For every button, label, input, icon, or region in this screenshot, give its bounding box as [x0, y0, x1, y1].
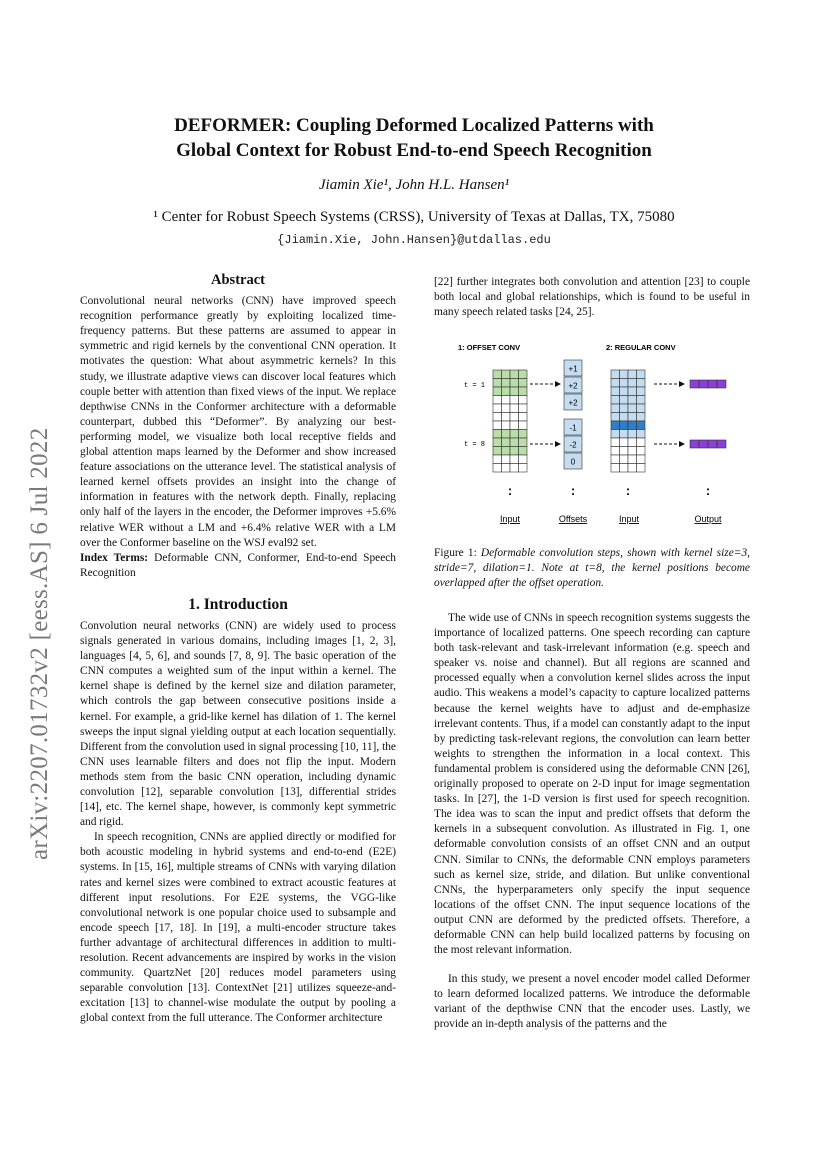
introduction-heading: 1. Introduction: [188, 595, 288, 613]
offset-value: +2: [568, 398, 578, 408]
input-cell: [493, 464, 502, 473]
input-cell: [519, 455, 528, 464]
input-cell: [493, 404, 502, 413]
left-column: [80, 273, 396, 1027]
input-cell: [502, 464, 511, 473]
deformed-input-cell: [611, 396, 620, 405]
input-grid: [493, 370, 527, 472]
deformed-input-cell: [628, 455, 637, 464]
input-cell: [510, 404, 519, 413]
deformed-input-cell: [611, 430, 620, 439]
caption-input: Input: [499, 514, 521, 524]
deformed-input-cell: [637, 455, 646, 464]
t8-label: t = 8: [464, 441, 486, 449]
intro-paragraph-2: In speech recognition, CNNs are applied directly or modified for both acoustic modeling in hybrid systems and end-to-end (E2E) systems. In [15, 16], multiple streams of CNNs with varying dilation rates and kernel sizes were combined to extract acoustic features at different input resolutions. For E2E systems, the VGG-like convolutional network is one popular choice used to subsample and encode speech [17, 18]. In [19], a multi-encoder structure takes further advantage of architectural differences in addition to multi-resolution. Recent advancements are inspired by works in the vision community. QuartzNet [20] reduces model parameters using separable convolution [13]. ContextNet [21] utilizes squeeze-and-excitation [13] to channel-wise modulate the output by pooling a global context from the full utterance. The Conformer architecture: [80, 831, 396, 1025]
deformed-input-cell: [628, 438, 637, 447]
title-line-1: DEFORMER: Coupling Deformed Localized Patterns with: [174, 115, 654, 136]
intro-paragraph-1: Convolution neural networks (CNN) are widely used to process signals generated in various domains, including images [1, 2, 3], languages [4, 5, 6], and sounds [7, 8, 9]. The basic operation of the CNN computes a weighted sum of the input within a kernel. The kernel shape is defined by the kernel size and dilation parameter, which controls the gap between consecutive positions inside a kernel. For example, a grid-like kernel has dilation of 1. The kernel sweeps the input signal yielding output at each location sequentially. Different from the convolution used in signal processing [10, 11], the CNN uses learnable filters and does not flip the input. Modern methods stem from the basic CNN operation, including dynamic convolution [12], separable convolution [13], differential strides [14], etc. The kernel shape, however, is commonly kept symmetric and rigid.: [80, 619, 396, 829]
intro-paragraph-3: The wide use of CNNs in speech recognition systems suggests the importance of localized patterns. One speech recording can capture both task-relevant and task-irrelevant information (e.g. speech and speaker vs. noise and channel). But all regions are scanned and processed equally when a convolution kernel slides across the input audio. This weakens a model’s capacity to capture localized patterns because the kernel weights have to adjust and de-emphasize irrelevant contents. Thus, if a model can constantly adapt to the input by predicting task-relevant regions, the convolution can learn better weights to strengthen the information in a local context. This fundamental problem is considered using the deformable CNN [26], originally proposed to operate on 2-D input for image segmentation tasks. In [27], the 1-D version is first used for speech recognition. The idea was to scan the input and predict offsets that deform the kernels in a subsequent convolution. As illustrated in Fig. 1, one deformable convolution consists of an offset CNN and an output CNN. Similar to CNNs, the deformable CNN employs parameters such as kernel size, stride, and dilation. But unlike conventional CNNs, the hyperparameters only specify the input sequence locations of the offset CNN. The input sequence locations of the output CNN are deformed by the predicted offsets. Therefore, a deformable CNN can help build localized patterns by focusing on the most relevant information.: [434, 612, 750, 957]
input-grid-deformed: [611, 370, 645, 472]
input-cell: [502, 413, 511, 422]
deformed-input-cell: [628, 370, 637, 379]
offset-conv-label: 1: OFFSET CONV: [458, 343, 521, 352]
caption-offsets: Offsets: [558, 514, 588, 524]
deformed-input-cell: [628, 464, 637, 473]
deformed-input-cell: [628, 421, 637, 430]
ellipsis-input: :: [507, 483, 513, 498]
deformed-input-cell: [637, 404, 646, 413]
t1-label: t = 1: [464, 382, 486, 390]
input-cell: [502, 421, 511, 430]
arxiv-watermark: arXiv:2207.01732v2 [eess.AS] 6 Jul 2022: [26, 427, 53, 860]
figure-1: [434, 335, 750, 535]
input-cell: [510, 430, 519, 439]
offset-value: -2: [569, 440, 577, 450]
input-cell: [493, 413, 502, 422]
deformed-input-cell: [637, 438, 646, 447]
deformed-input-cell: [611, 379, 620, 388]
input-cell: [502, 455, 511, 464]
ellipsis-output: :: [705, 483, 711, 498]
deformed-input-cell: [611, 421, 620, 430]
input-cell: [493, 387, 502, 396]
deformed-input-cell: [620, 464, 629, 473]
output-cell: [717, 440, 726, 448]
title-line-2: Global Context for Robust End-to-end Speech Recognition: [176, 140, 652, 161]
deformed-input-cell: [628, 387, 637, 396]
output-cell: [708, 440, 717, 448]
regular-conv-label: 2: REGULAR CONV: [606, 343, 676, 352]
index-terms: [80, 551, 396, 581]
offset-value: -1: [569, 423, 577, 433]
deformed-input-cell: [620, 421, 629, 430]
figure-label: Figure 1:: [434, 547, 477, 559]
input-cell: [510, 379, 519, 388]
paper-title: [80, 113, 748, 163]
deformed-input-cell: [637, 413, 646, 422]
deformed-input-cell: [611, 447, 620, 456]
deformed-input-cell: [611, 370, 620, 379]
caption-input-2: Input: [618, 514, 640, 524]
input-cell: [519, 396, 528, 405]
input-cell: [502, 447, 511, 456]
input-cell: [510, 421, 519, 430]
deformed-input-cell: [620, 430, 629, 439]
deformed-input-cell: [628, 404, 637, 413]
input-cell: [502, 370, 511, 379]
input-cell: [519, 421, 528, 430]
ellipsis-input-2: :: [625, 483, 631, 498]
input-cell: [502, 387, 511, 396]
index-terms-text: Deformable CNN, Conformer, End-to-end Speech Recognition: [80, 551, 396, 579]
intro-paragraph-4: In this study, we present a novel encoder model called Deformer to learn deformed localized patterns. We introduce the deformable variant of the depthwise CNN that the encoder uses. Lastly, we provide an in-depth analysis of the patterns and the: [434, 973, 750, 1031]
deformed-input-cell: [611, 438, 620, 447]
deformed-input-cell: [637, 430, 646, 439]
input-cell: [493, 396, 502, 405]
input-cell: [519, 447, 528, 456]
deformed-input-cell: [611, 404, 620, 413]
deformed-input-cell: [637, 396, 646, 405]
deformed-input-cell: [628, 379, 637, 388]
output-cell: [699, 380, 708, 388]
offset-value: +1: [568, 364, 578, 374]
index-terms-label: Index Terms:: [80, 551, 149, 564]
deformed-input-cell: [611, 413, 620, 422]
input-cell: [510, 447, 519, 456]
abstract-heading: Abstract: [211, 272, 265, 288]
input-cell: [519, 464, 528, 473]
deformed-input-cell: [628, 430, 637, 439]
deformed-input-cell: [637, 447, 646, 456]
input-cell: [502, 430, 511, 439]
input-cell: [510, 438, 519, 447]
input-cell: [510, 370, 519, 379]
deformed-input-cell: [611, 455, 620, 464]
input-cell: [493, 421, 502, 430]
deformed-input-cell: [611, 387, 620, 396]
input-cell: [519, 370, 528, 379]
deformed-input-cell: [637, 379, 646, 388]
input-cell: [519, 379, 528, 388]
output-cell: [690, 380, 699, 388]
input-cell: [493, 438, 502, 447]
output-cells: [690, 380, 726, 448]
input-cell: [510, 396, 519, 405]
right-column-top: [434, 275, 750, 320]
deformed-input-cell: [620, 455, 629, 464]
deformed-input-cell: [637, 421, 646, 430]
input-cell: [519, 430, 528, 439]
input-cell: [493, 430, 502, 439]
offset-value: 0: [570, 457, 576, 467]
input-cell: [502, 396, 511, 405]
input-cell: [519, 413, 528, 422]
input-cell: [493, 379, 502, 388]
deformed-input-cell: [620, 370, 629, 379]
deformed-input-cell: [637, 387, 646, 396]
input-cell: [510, 464, 519, 473]
output-cell: [717, 380, 726, 388]
intro-paragraph-2-continued: [22] further integrates both convolution and attention [23] to couple both local and global relationships, which is found to be useful in many speech related tasks [24, 25].: [434, 276, 750, 319]
deformed-input-cell: [620, 438, 629, 447]
right-column-bottom: [434, 611, 750, 1033]
affiliation: ¹ Center for Robust Speech Systems (CRSS), University of Texas at Dallas, TX, 75080: [153, 209, 675, 225]
deformed-input-cell: [637, 370, 646, 379]
deformed-input-cell: [620, 447, 629, 456]
email[interactable]: {Jiamin.Xie, John.Hansen}@utdallas.edu: [277, 233, 551, 247]
ellipsis-offsets: :: [570, 483, 576, 498]
input-cell: [519, 387, 528, 396]
input-cell: [519, 438, 528, 447]
deformable-conv-diagram: [434, 335, 750, 535]
offsets-column: [564, 360, 582, 469]
output-cell: [708, 380, 717, 388]
deformed-input-cell: [620, 387, 629, 396]
deformed-input-cell: [620, 379, 629, 388]
authors: Jiamin Xie¹, John H.L. Hansen¹: [318, 177, 510, 193]
input-cell: [502, 404, 511, 413]
input-cell: [510, 387, 519, 396]
caption-output: Output: [694, 514, 722, 524]
deformed-input-cell: [628, 447, 637, 456]
output-cell: [699, 440, 708, 448]
input-cell: [519, 404, 528, 413]
input-cell: [510, 455, 519, 464]
abstract-text: Convolutional neural networks (CNN) have improved speech recognition performance greatly by exploiting localized time-frequency patterns. But these patterns are assumed to appear in symmetric and rigid kernels by the conventional CNN operation. It motivates the question: What about asymmetric kernels? In this study, we illustrate adaptive views can discover local features which couple better with attention than fixed views of the input. We replace depthwise CNNs in the Conformer architecture with a deformable counterpart, dubbed this “Deformer”. By analyzing our best-performing model, we visualize both local receptive fields and global attention maps learned by the Deformer and show increased feature associations on the utterance level. The statistical analysis of learned kernel offsets provides an insight into the change of information in features with the network depth. Finally, replacing only half of the layers in the encoder, the Deformer improves +5.6% relative WER without a LM and +6.4% relative WER with a LM over the Conformer baseline on the WSJ eval92 set.: [80, 295, 396, 549]
deformed-input-cell: [620, 413, 629, 422]
deformed-input-cell: [637, 464, 646, 473]
input-cell: [493, 447, 502, 456]
deformed-input-cell: [611, 464, 620, 473]
input-cell: [510, 413, 519, 422]
output-cell: [690, 440, 699, 448]
figure-caption-text: Deformable convolution steps, shown with kernel size=3, stride=7, dilation=1. Note at t=8, the kernel positions become overlapped after the offset operation.: [434, 547, 750, 590]
offset-value: +2: [568, 381, 578, 391]
input-cell: [502, 438, 511, 447]
input-cell: [502, 379, 511, 388]
input-cell: [493, 455, 502, 464]
deformed-input-cell: [620, 396, 629, 405]
input-cell: [493, 370, 502, 379]
deformed-input-cell: [628, 413, 637, 422]
figure-1-caption: [434, 546, 750, 591]
deformed-input-cell: [620, 404, 629, 413]
deformed-input-cell: [628, 396, 637, 405]
